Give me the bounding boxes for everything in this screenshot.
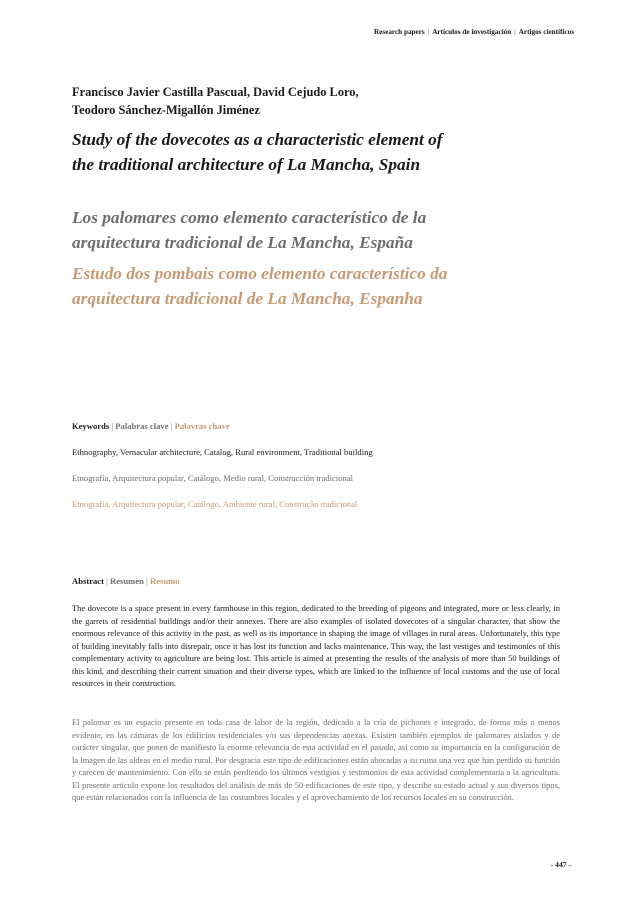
header-separator: |	[427, 28, 430, 36]
abstract-heading-pt: Resumo	[149, 576, 180, 586]
author-list	[72, 83, 432, 119]
abstract-heading: Abstract | Resumen | Resumo	[72, 576, 180, 586]
title-portuguese: Estudo dos pombais como elemento característico da arquitectura tradicional de La Mancha, Espanha	[72, 264, 448, 308]
keywords-spanish: Etnografía, Arquitectura popular, Catálogo, Medio rural, Construcción tradicional	[72, 473, 354, 483]
running-header	[374, 28, 574, 36]
authors-line-2: Teodoro Sánchez-Migallón Jiménez	[72, 103, 260, 117]
keywords-heading: Keywords | Palabras clave | Palavras chave	[72, 421, 230, 431]
title-english: Study of the dovecotes as a characteristic element of the traditional architecture of La Mancha, Spain	[72, 130, 443, 174]
keywords-heading-pt: Palavras chave	[174, 421, 230, 431]
header-section-es: Artículos de investigación	[432, 28, 512, 36]
header-section-en: Research papers	[373, 28, 425, 36]
page-number: - 447 -	[550, 860, 571, 869]
keywords-portuguese: Etnografia, Arquitectura popular, Catálogo, Ambiente rural, Construção tradicional	[72, 499, 358, 509]
abstract-english: The dovecote is a space present in every farmhouse in this region, dedicated to the breeding of pigeons and integrated, more or less clearly, in the garrets of residential buildings and/or their annexes. There are also examples of isolated dovecotes of a singular character, that show the enormous relevance of this activity in the past, as well as its importance in shaping the image of villages in rural areas. Unfortunately, this type of building inevitably falls into disrepair, once it has lost its function and lacks maintenance. This way, the last vestiges and testimonies of this complementary activity to agriculture are being lost. This article is aimed at presenting the results of the analysis of more than 50 buildings of this kind, and describing their current situation and their diverse types, which are linked to the influence of local customs and the use of local resources in their construction.	[72, 603, 560, 688]
header-separator: |	[514, 28, 516, 36]
keywords-heading-es: Palabras clave	[115, 421, 169, 431]
authors-line-1: Francisco Javier Castilla Pascual, David Cejudo Loro,	[72, 85, 359, 99]
abstract-heading-es: Resumen	[110, 576, 144, 586]
keywords-english: Ethnography, Vernacular architecture, Catalog, Rural environment, Traditional building	[72, 447, 373, 457]
abstract-heading-en: Abstract	[72, 576, 104, 586]
keywords-heading-en: Keywords	[72, 421, 110, 431]
header-section-pt: Artigos científicos	[518, 28, 574, 36]
abstract-spanish: El palomar es un espacio presente en toda casa de labor de la región, dedicado a la cría de pichones e integrado, de forma más o menos evidente, en las cámaras de los edificios residenciales y/o sus dependencias anexas. Existen también ejemplos de palomares aislados y de carácter singular, que ponen de manifiesto la enorme relevancia de esta actividad en el pasado, así como su importancia en la configuración de la imagen de las aldeas en el medio rural. Por desgracia este tipo de edificaciones están abocadas a su ruina una vez que han perdido su función y carecen de mantenimiento. Con ello se están perdiendo los últimos vestigios y testimonios de esta actividad complementaria a la agricultura. El presente artículo expone los resultados del análisis de más de 50 edificaciones de este tipo, y describe su estado actual y sus diversos tipos, que están relacionados con la influencia de las costumbres locales y el aprovechamiento de los recursos locales en su construcción.	[72, 717, 560, 802]
title-spanish: Los palomares como elemento característico de la arquitectura tradicional de La Mancha, España	[72, 208, 427, 252]
